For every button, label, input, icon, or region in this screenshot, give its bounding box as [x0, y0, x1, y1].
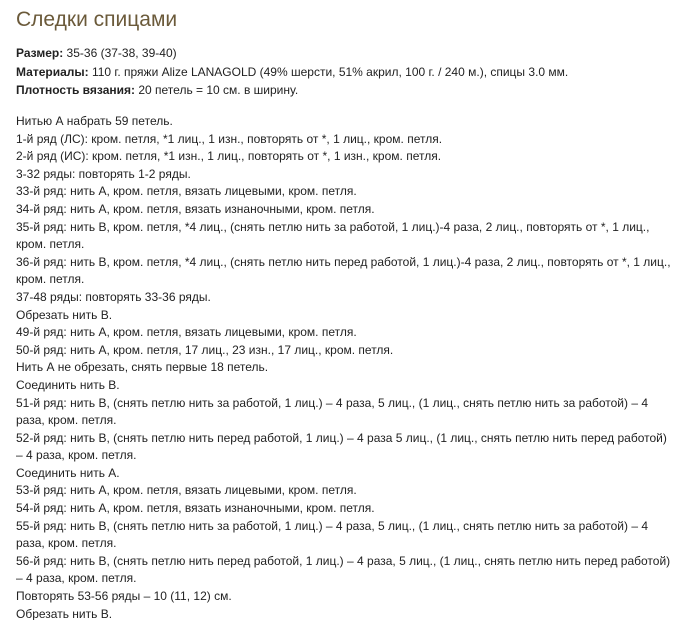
instruction-line: 53-й ряд: нить А, кром. петля, вязать лицевыми, кром. петля. — [16, 483, 357, 498]
size-value: 35-36 (37-38, 39-40) — [63, 46, 177, 60]
instruction-line: Повторять 53-56 ряды – 10 (11, 12) см. — [16, 589, 232, 604]
materials-line — [16, 63, 681, 82]
instruction-line: Нить А не обрезать, снять первые 18 петель. — [16, 360, 269, 375]
instruction-line: 49-й ряд: нить А, кром. петля, вязать лицевыми, кром. петля. — [16, 325, 357, 340]
instruction-line: Нитью А набрать 59 петель. — [16, 114, 173, 128]
size-line — [16, 44, 681, 63]
instruction-line: Соединить нить А. — [16, 465, 120, 480]
instruction-line: 52-й ряд: нить В, (снять петлю нить перед работой, 1 лиц.) – 4 раза 5 лиц., (1 лиц., снять петлю нить перед работой) – 4 раза, кром. петля. — [16, 430, 667, 463]
instruction-line: Обрезать нить В. — [16, 606, 113, 620]
gauge-value: 20 петель = 10 см. в ширину. — [135, 83, 299, 97]
instruction-line: 51-й ряд: нить В, (снять петлю нить за работой, 1 лиц.) – 4 раза, 5 лиц., (1 лиц., снять петлю нить за работой) – 4 раза, кром. петля. — [16, 395, 649, 428]
instruction-line: Обрезать нить В. — [16, 307, 113, 322]
instruction-line: 33-й ряд: нить А, кром. петля, вязать лицевыми, кром. петля. — [16, 184, 357, 199]
instruction-line: 34-й ряд: нить А, кром. петля, вязать изнаночными, кром. петля. — [16, 201, 375, 216]
instruction-line: 1-й ряд (ЛС): кром. петля, *1 лиц., 1 изн., повторять от *, 1 лиц., кром. петля. — [16, 131, 443, 146]
materials-label: Материалы: — [16, 64, 89, 79]
instruction-line: 3-32 ряды: повторять 1-2 ряды. — [16, 166, 191, 181]
instruction-line: 54-й ряд: нить А, кром. петля, вязать изнаночными, кром. петля. — [16, 501, 375, 516]
instruction-line: 37-48 ряды: повторять 33-36 ряды. — [16, 289, 211, 304]
instruction-line: 36-й ряд: нить В, кром. петля, *4 лиц., (снять петлю нить перед работой, 1 лиц.)-4 раза, 2 лиц., повторять от *, 1 лиц., кром. петля. — [16, 254, 671, 287]
instruction-line: Соединить нить В. — [16, 377, 120, 392]
instruction-line: 50-й ряд: нить А, кром. петля, 17 лиц., 23 изн., 17 лиц., кром. петля. — [16, 342, 394, 357]
instruction-line: 2-й ряд (ИС): кром. петля, *1 изн., 1 лиц., повторять от *, 1 изн., кром. петля. — [16, 149, 442, 164]
materials-value: 110 г. пряжи Alize LANAGOLD (49% шерсти, 51% акрил, 100 г. / 240 м.), спицы 3.0 мм. — [88, 64, 569, 79]
instructions — [16, 113, 676, 620]
size-label: Размер: — [16, 46, 64, 60]
gauge-line — [16, 81, 681, 100]
instruction-line: 55-й ряд: нить В, (снять петлю нить за работой, 1 лиц.) – 4 раза, 5 лиц., (1 лиц., снять петлю нить за работой) – 4 раза, кром. петля. — [16, 518, 649, 551]
gauge-label: Плотность вязания: — [16, 83, 136, 97]
page-title: Следки спицами — [16, 8, 178, 31]
materials-block — [16, 44, 681, 100]
instruction-line: 35-й ряд: нить В, кром. петля, *4 лиц., (снять петлю нить за работой, 1 лиц.)-4 раза, 2 лиц., повторять от *, 1 лиц., кром. петля. — [16, 219, 650, 252]
instruction-line: 56-й ряд: нить В, (снять петлю нить перед работой, 1 лиц.) – 4 раза, 5 лиц., (1 лиц., снять петлю нить перед работой) – 4 раза, кром. петля. — [16, 553, 671, 586]
